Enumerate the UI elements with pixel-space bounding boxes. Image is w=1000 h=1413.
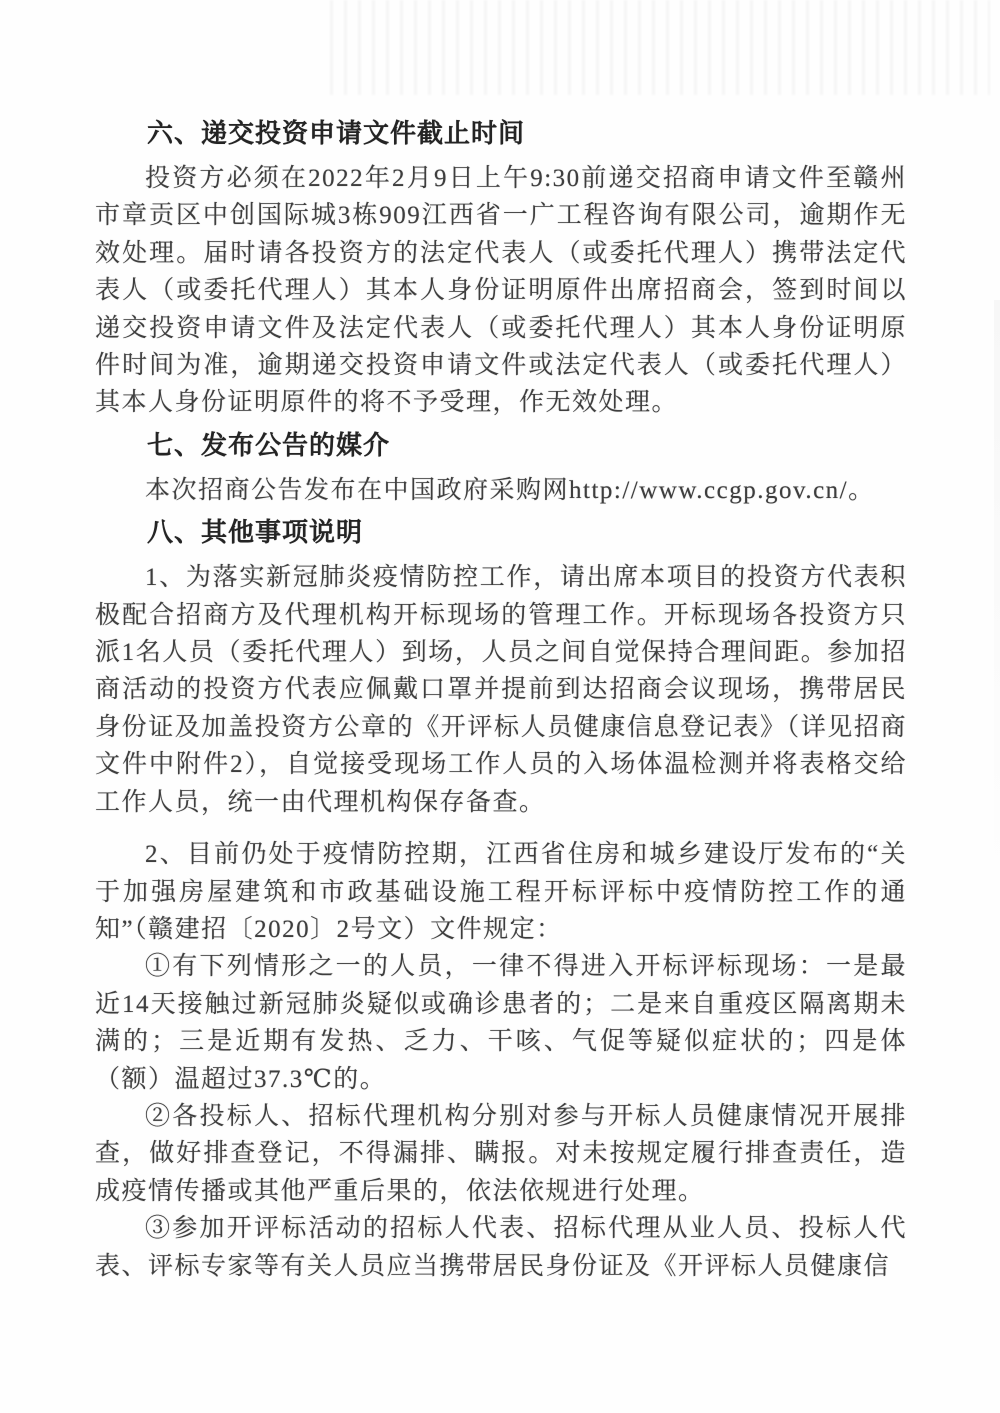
scan-edge-artifact	[994, 300, 1000, 900]
scan-bleed-artifact	[330, 0, 990, 95]
section-7-paragraph: 本次招商公告发布在中国政府采购网http://www.ccgp.gov.cn/。	[145, 476, 875, 504]
section-heading-6: 六、递交投资申请文件截止时间	[147, 118, 526, 148]
section-8-paragraph-1: 1、为落实新冠肺炎疫情防控工作，请出席本项目的投资方代表积极配合招商方及代理机构开标现场的管理工作。开标现场各投资方只派1名人员（委托代理人）到场，人员之间自觉保持合理间距。参加招商活动的投资方代表应佩戴口罩并提前到达招商会议现场，携带居民身份证及加盖投资方公章的《开评标人员健康信息登记表》（详见招商文件中附件2），自觉接受现场工作人员的入场体温检测并将表格交给工作人员，统一由代理机构保存备查。	[95, 564, 907, 816]
section-8-paragraph-2: 2、目前仍处于疫情防控期，江西省住房和城乡建设厅发布的“关于加强房屋建筑和市政基础设施工程开标评标中疫情防控工作的通知”（赣建招〔2020〕2号文）文件规定：	[95, 841, 907, 943]
section-8-paragraph-3-item-1: ①有下列情形之一的人员，一律不得进入开标评标现场：一是最近14天接触过新冠肺炎疑似或确诊患者的；二是来自重疫区隔离期未满的；三是近期有发热、乏力、干咳、气促等疑似症状的；四是体（额）温超过37.3℃的。	[95, 953, 907, 1093]
document-content	[95, 110, 907, 1285]
section-6-paragraph: 投资方必须在2022年2月9日上午9:30前递交招商申请文件至赣州市章贡区中创国际城3栋909江西省一广工程咨询有限公司，逾期作无效处理。届时请各投资方的法定代表人（或委托代理人）携带法定代表人（或委托代理人）其本人身份证明原件出席招商会，签到时间以递交投资申请文件及法定代表人（或委托代理人）其本人身份证明原件时间为准，逾期递交投资申请文件或法定代表人（或委托代理人）其本人身份证明原件的将不予受理，作无效处理。	[95, 165, 907, 417]
section-8-paragraph-3-item-2: ②各投标人、招标代理机构分别对参与开标人员健康情况开展排查，做好排查登记，不得漏排、瞒报。对未按规定履行排查责任，造成疫情传播或其他严重后果的，依法依规进行处理。	[95, 1102, 907, 1205]
section-8-paragraph-3-item-3: ③参加开评标活动的招标人代表、招标代理从业人员、投标人代表、评标专家等有关人员应当携带居民身份证及《开评标人员健康信	[95, 1215, 907, 1280]
section-heading-8: 八、其他事项说明	[147, 517, 364, 548]
section-heading-7: 七、发布公告的媒介	[147, 429, 391, 460]
